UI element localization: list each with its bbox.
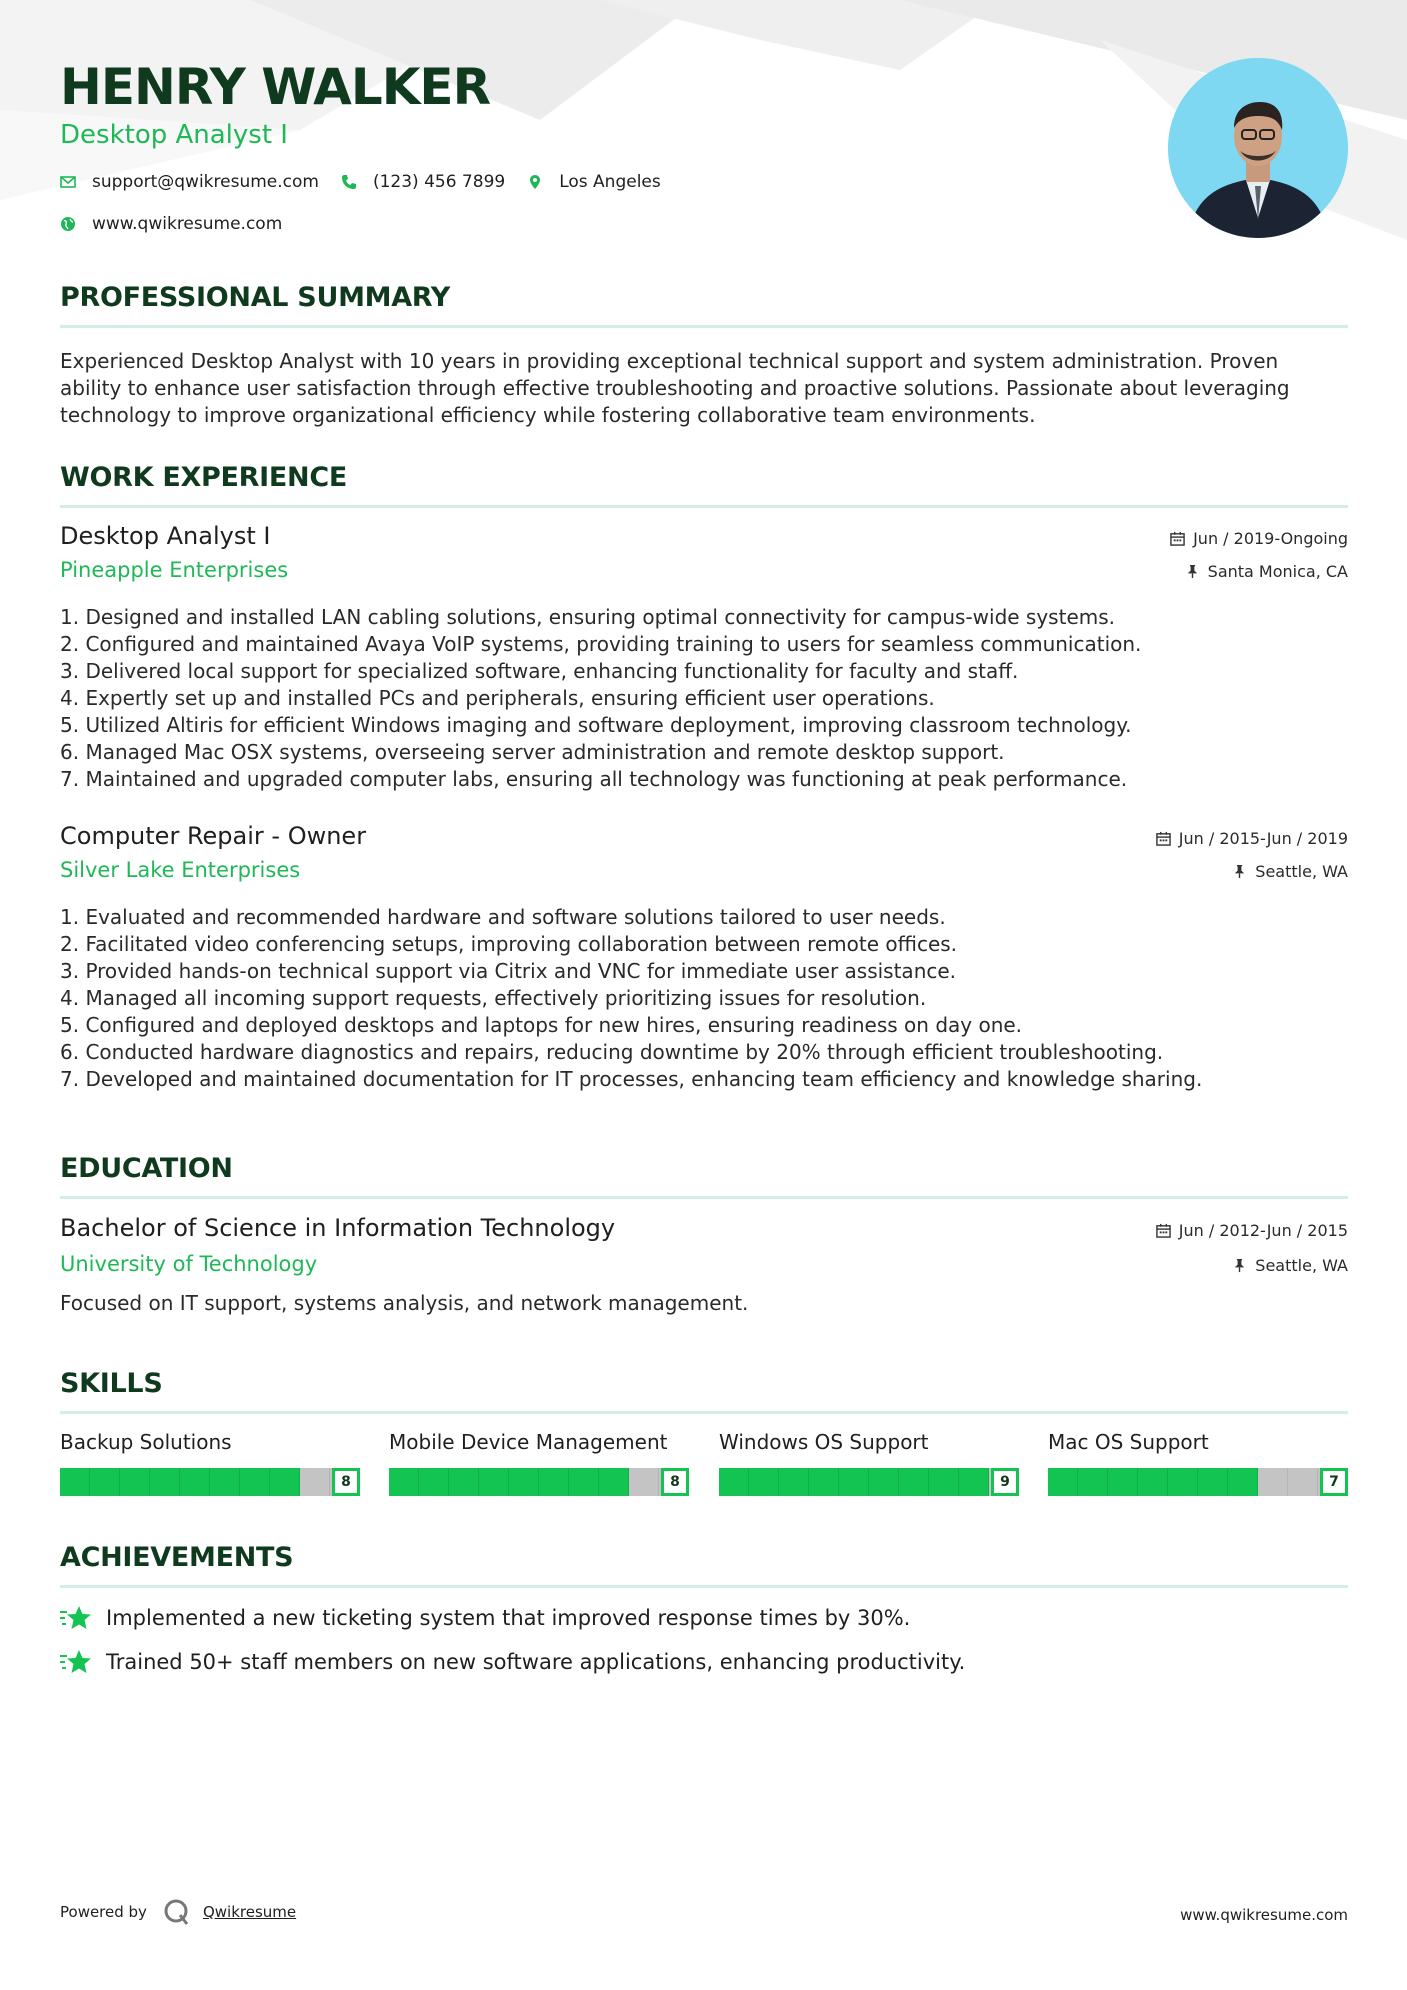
education-location — [1232, 1256, 1348, 1275]
skill-score: 8 — [332, 1468, 360, 1496]
calendar-icon — [1170, 531, 1185, 546]
skill-segment-filled — [569, 1468, 599, 1496]
achievement-item — [60, 1604, 910, 1632]
skill-name: Mac OS Support — [1048, 1430, 1209, 1454]
skill-segment-filled — [509, 1468, 539, 1496]
contact-location — [527, 172, 661, 192]
job-dates — [1156, 829, 1348, 848]
map-pin-icon — [527, 174, 543, 190]
skill-score: 9 — [991, 1468, 1019, 1496]
skill-segment-filled — [419, 1468, 449, 1496]
skill-bar — [719, 1468, 1019, 1496]
skill-score: 8 — [661, 1468, 689, 1496]
envelope-icon — [60, 174, 76, 190]
skill-segment-filled — [869, 1468, 899, 1496]
skill-name: Windows OS Support — [719, 1430, 929, 1454]
skill-segment-filled — [929, 1468, 959, 1496]
skill-segment-filled — [1078, 1468, 1108, 1496]
skill-segment-empty — [1288, 1468, 1318, 1496]
skill-segment-empty — [629, 1468, 659, 1496]
summary-section — [60, 282, 1348, 429]
skill-segment-filled — [1168, 1468, 1198, 1496]
pushpin-icon — [1232, 1258, 1247, 1273]
star-icon — [60, 1648, 92, 1676]
contact-phone[interactable] — [341, 172, 505, 192]
skill-segment-empty — [1258, 1468, 1288, 1496]
company-name: Silver Lake Enterprises — [60, 858, 301, 882]
section-heading: WORK EXPERIENCE — [60, 462, 347, 493]
list-item: 1. Designed and installed LAN cabling solutions, ensuring optimal connectivity for campus-wide systems. — [60, 605, 1116, 629]
job-bullets — [60, 604, 1141, 793]
skill-segment-filled — [120, 1468, 150, 1496]
skill-segment-filled — [60, 1468, 90, 1496]
website-text: www.qwikresume.com — [92, 214, 283, 234]
star-icon — [60, 1604, 92, 1632]
dates-text: Jun / 2015-Jun / 2019 — [1178, 829, 1348, 848]
skill-bar — [1048, 1468, 1348, 1496]
location-text: Los Angeles — [559, 172, 661, 192]
skill-segment-filled — [1048, 1468, 1078, 1496]
skill-segment-filled — [479, 1468, 509, 1496]
skill-segment-filled — [1138, 1468, 1168, 1496]
achievement-item — [60, 1648, 965, 1676]
achievement-text: Implemented a new ticketing system that improved response times by 30%. — [106, 1606, 911, 1630]
skill-bar — [60, 1468, 360, 1496]
skill-segment-filled — [719, 1468, 749, 1496]
globe-icon — [60, 216, 76, 232]
degree-title: Bachelor of Science in Information Technology — [60, 1214, 616, 1242]
skill-segment-filled — [210, 1468, 240, 1496]
list-item: 7. Developed and maintained documentation for IT processes, enhancing team efficiency and knowledge sharing. — [60, 1067, 1203, 1091]
powered-by-text: Powered by — [60, 1903, 147, 1921]
skill-segment-filled — [150, 1468, 180, 1496]
list-item: 1. Evaluated and recommended hardware and software solutions tailored to user needs. — [60, 905, 946, 929]
list-item: 5. Utilized Altiris for efficient Windows imaging and software deployment, improving classroom technology. — [60, 713, 1132, 737]
skill-segment-filled — [180, 1468, 210, 1496]
location-text: Seattle, WA — [1255, 1256, 1348, 1275]
job-location — [1185, 562, 1348, 581]
footer-website[interactable]: www.qwikresume.com — [1180, 1906, 1348, 1924]
list-item: 3. Provided hands-on technical support via Citrix and VNC for immediate user assistance. — [60, 959, 957, 983]
section-heading: PROFESSIONAL SUMMARY — [60, 282, 451, 313]
section-divider — [60, 325, 1348, 328]
list-item: 4. Managed all incoming support requests, effectively prioritizing issues for resolution. — [60, 986, 927, 1010]
section-heading: SKILLS — [60, 1368, 163, 1399]
section-divider — [60, 1585, 1348, 1588]
skill-item — [389, 1430, 689, 1490]
skill-segment-filled — [1108, 1468, 1138, 1496]
section-divider — [60, 1196, 1348, 1199]
avatar — [1168, 58, 1348, 238]
location-text: Seattle, WA — [1255, 862, 1348, 881]
list-item: 2. Configured and maintained Avaya VoIP systems, providing training to users for seamless communication. — [60, 632, 1142, 656]
skill-item — [1048, 1430, 1348, 1490]
contact-email[interactable] — [60, 172, 319, 192]
education-description: Focused on IT support, systems analysis, and network management. — [60, 1291, 749, 1315]
skill-segment-filled — [599, 1468, 629, 1496]
skill-segment-filled — [90, 1468, 120, 1496]
skill-item — [60, 1430, 360, 1490]
skill-segment-filled — [839, 1468, 869, 1496]
skill-segment-filled — [240, 1468, 270, 1496]
candidate-title: Desktop Analyst I — [60, 120, 288, 150]
education-section — [60, 1153, 1348, 1199]
calendar-icon — [1156, 1223, 1171, 1238]
calendar-icon — [1156, 831, 1171, 846]
job-title: Desktop Analyst I — [60, 522, 271, 550]
skill-bar — [389, 1468, 689, 1496]
pushpin-icon — [1185, 564, 1200, 579]
skills-section — [60, 1368, 1348, 1414]
skill-segment-filled — [389, 1468, 419, 1496]
skill-item — [719, 1430, 1019, 1490]
list-item: 6. Conducted hardware diagnostics and repairs, reducing downtime by 20% through efficient troubleshooting. — [60, 1040, 1164, 1064]
dates-text: Jun / 2019-Ongoing — [1193, 529, 1348, 548]
job-dates — [1170, 529, 1348, 548]
job-location — [1232, 862, 1348, 881]
phone-text: (123) 456 7899 — [372, 172, 506, 192]
skills-list — [60, 1430, 1348, 1500]
skill-score: 7 — [1320, 1468, 1348, 1496]
dates-text: Jun / 2012-Jun / 2015 — [1178, 1221, 1348, 1240]
footer-powered-by — [60, 1898, 296, 1926]
section-heading: EDUCATION — [60, 1153, 233, 1184]
skill-segment-filled — [270, 1468, 300, 1496]
brand-link[interactable]: Qwikresume — [202, 1903, 297, 1921]
contact-row-website — [60, 214, 304, 234]
candidate-name: HENRY WALKER — [60, 58, 491, 116]
summary-line: ability to enhance user satisfaction through effective troubleshooting and proactive solutions. Passionate about leveraging — [60, 376, 1290, 400]
list-item: 7. Maintained and upgraded computer labs, ensuring all technology was functioning at peak performance. — [60, 767, 1128, 791]
skill-name: Mobile Device Management — [389, 1430, 668, 1454]
experience-section — [60, 462, 1348, 508]
summary-line: Experienced Desktop Analyst with 10 years in providing exceptional technical support and system administration. Proven — [60, 349, 1279, 373]
job-bullets — [60, 904, 1202, 1093]
list-item: 6. Managed Mac OSX systems, overseeing server administration and remote desktop support. — [60, 740, 1005, 764]
contact-website[interactable] — [60, 214, 282, 234]
skill-segment-filled — [749, 1468, 779, 1496]
summary-line: technology to improve organizational efficiency while fostering collaborative team environments. — [60, 403, 1036, 427]
skill-name: Backup Solutions — [60, 1430, 232, 1454]
section-divider — [60, 1411, 1348, 1414]
skill-segment-filled — [539, 1468, 569, 1496]
skill-segment-filled — [1198, 1468, 1228, 1496]
list-item: 2. Facilitated video conferencing setups, improving collaboration between remote offices. — [60, 932, 958, 956]
list-item: 3. Delivered local support for specialized software, enhancing functionality for faculty and staff. — [60, 659, 1019, 683]
location-text: Santa Monica, CA — [1207, 562, 1348, 581]
section-divider — [60, 505, 1348, 508]
skill-segment-filled — [1228, 1468, 1258, 1496]
skill-segment-filled — [899, 1468, 929, 1496]
email-text: support@qwikresume.com — [92, 172, 319, 192]
skill-segment-filled — [779, 1468, 809, 1496]
skill-segment-empty — [300, 1468, 330, 1496]
job-title: Computer Repair - Owner — [60, 822, 367, 850]
list-item: 4. Expertly set up and installed PCs and peripherals, ensuring efficient user operations. — [60, 686, 935, 710]
section-heading: ACHIEVEMENTS — [60, 1542, 294, 1573]
q-logo-icon — [163, 1898, 191, 1926]
skill-segment-filled — [809, 1468, 839, 1496]
pushpin-icon — [1232, 864, 1247, 879]
achievement-text: Trained 50+ staff members on new software applications, enhancing productivity. — [106, 1650, 966, 1674]
company-name: Pineapple Enterprises — [60, 558, 289, 582]
contact-row — [60, 172, 683, 192]
achievements-section — [60, 1542, 1348, 1588]
phone-icon — [341, 174, 357, 190]
education-dates — [1156, 1221, 1348, 1240]
profile-photo — [1168, 58, 1348, 238]
school-name: University of Technology — [60, 1252, 318, 1276]
list-item: 5. Configured and deployed desktops and laptops for new hires, ensuring readiness on day one. — [60, 1013, 1023, 1037]
skill-segment-filled — [959, 1468, 989, 1496]
skill-segment-filled — [449, 1468, 479, 1496]
